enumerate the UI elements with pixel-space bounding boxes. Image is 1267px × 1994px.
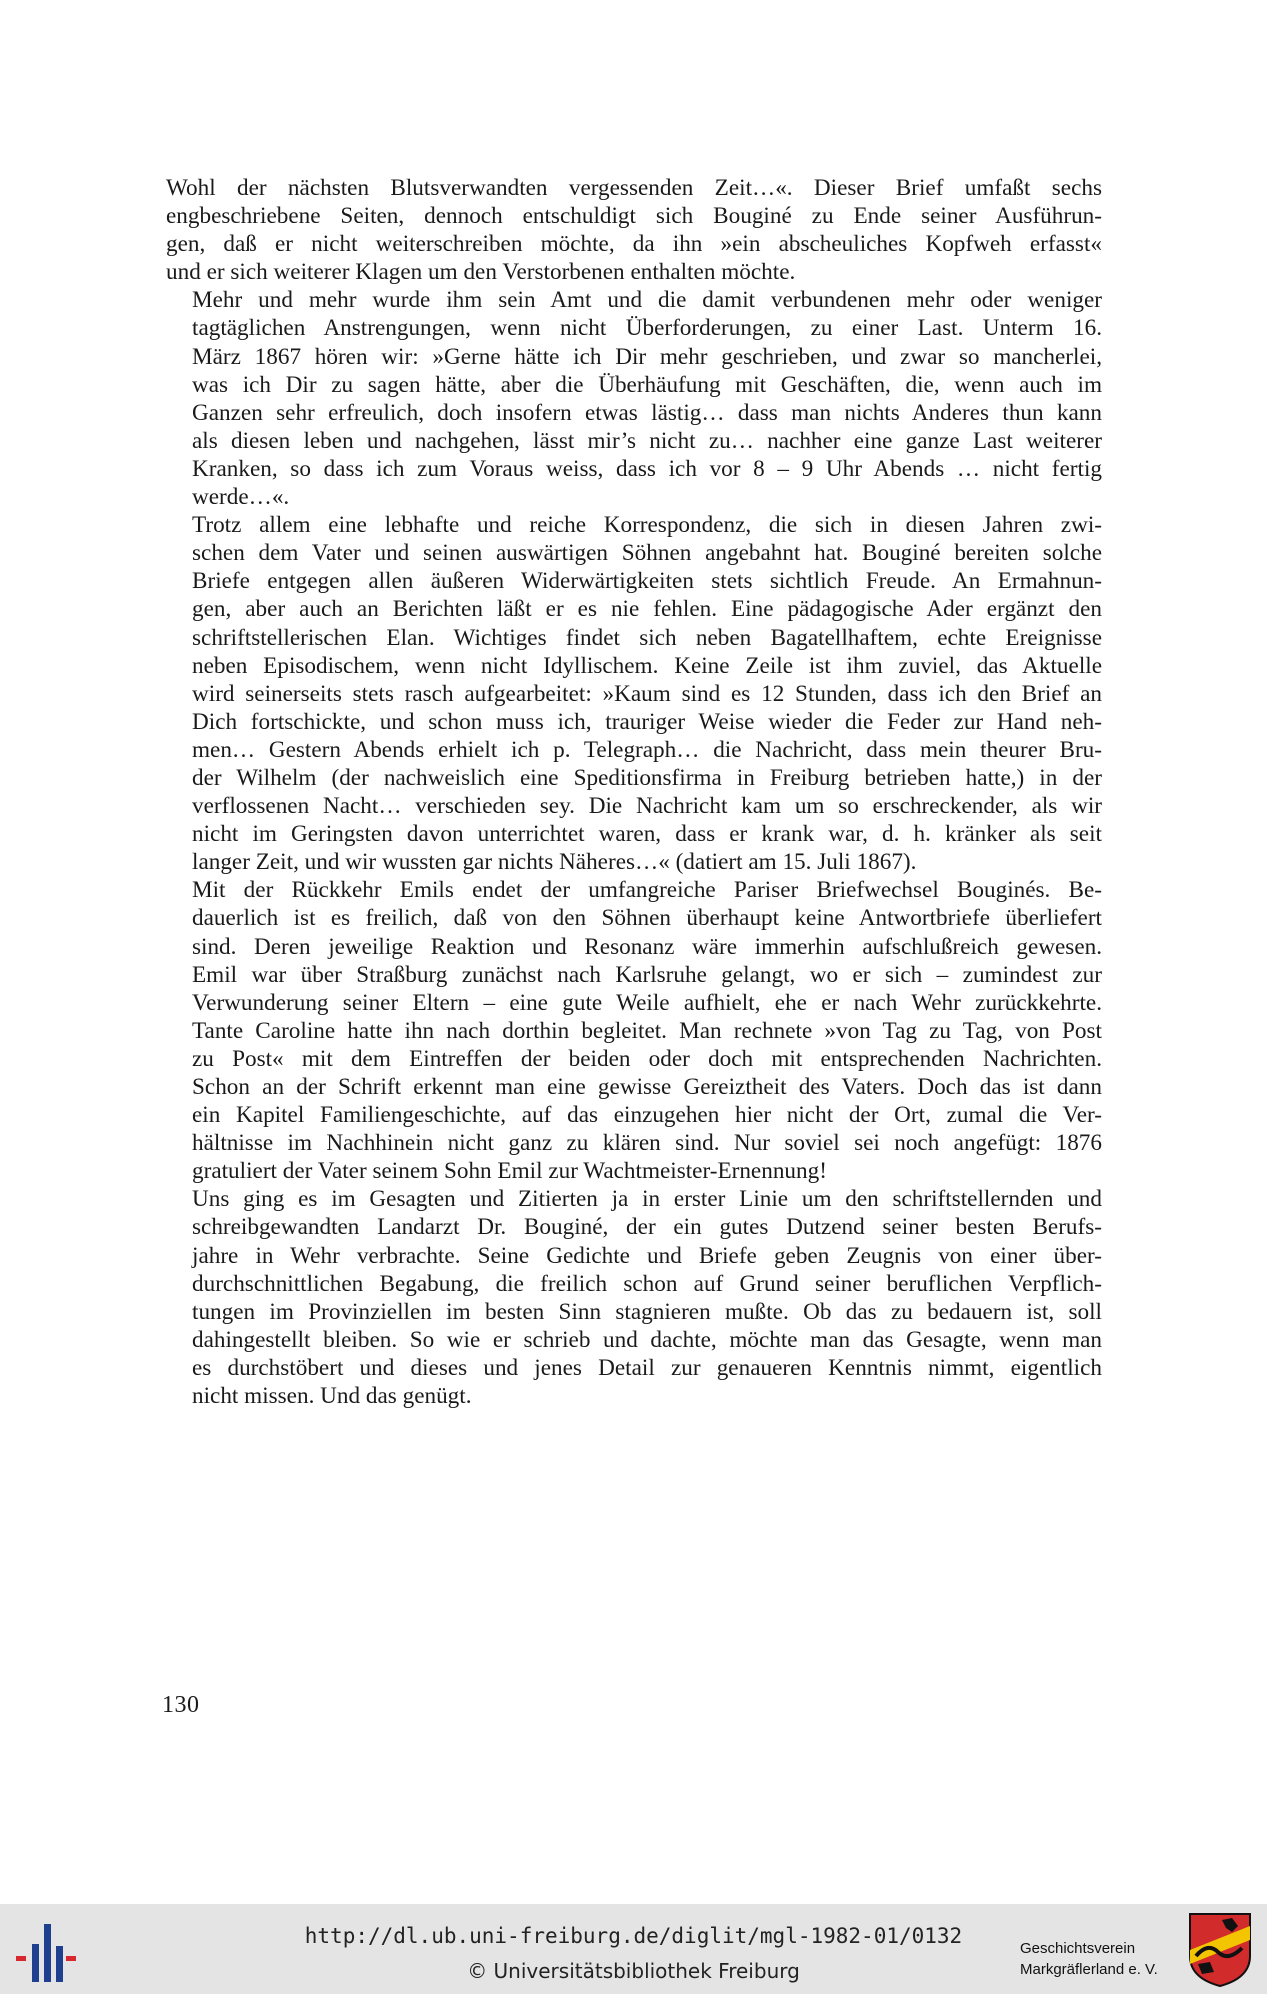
paragraph [166, 511, 1102, 876]
text-line: tungen im Provinziellen im besten Sinn stagnieren mußte. Ob das zu bedauern ist, soll [192, 1298, 1102, 1325]
text-line: nicht im Geringsten davon unterrichtet waren, dass er krank war, d. h. kränker als seit [192, 821, 1102, 848]
text-line: ein Kapitel Familiengeschichte, auf das einzugehen hier nicht der Ort, zumal die Ver- [192, 1102, 1102, 1129]
text-line: es durchstöbert und dieses und jenes Detail zur genaueren Kenntnis nimmt, eigentlich [192, 1354, 1102, 1381]
text-line: Verwunderung seiner Eltern – eine gute Weile aufhielt, ehe er nach Wehr zurückkehrte. [192, 989, 1102, 1016]
text-line: Mehr und mehr wurde ihm sein Amt und die damit verbundenen mehr oder weniger [192, 287, 1102, 314]
text-line: durchschnittlichen Begabung, die freilich schon auf Grund seiner beruflichen Verpflich- [192, 1270, 1102, 1297]
text-line: was ich Dir zu sagen hätte, aber die Überhäufung mit Geschäften, die, wenn auch im [192, 371, 1102, 398]
text-line: men… Gestern Abends erhielt ich p. Telegraph… die Nachricht, dass mein theurer Bru- [192, 736, 1102, 763]
text-line: wird seinerseits stets rasch aufgearbeitet: »Kaum sind es 12 Stunden, dass ich den Brief an [192, 680, 1102, 707]
text-line: nicht missen. Und das genügt. [192, 1383, 472, 1410]
page-number: 130 [162, 1692, 200, 1718]
text-line: neben Episodischem, wenn nicht Idyllischem. Keine Zeile ist ihm zuviel, das Aktuelle [192, 652, 1102, 679]
paragraph [166, 174, 1102, 286]
text-line: schriftstellerischen Elan. Wichtiges findet sich neben Bagatellhaftem, echte Ereignisse [192, 624, 1102, 651]
text-line: Ganzen sehr erfreulich, doch insofern etwas lästig… dass man nichts Anderes thun kann [192, 399, 1102, 426]
text-line: langer Zeit, und wir wussten gar nichts Näheres…« (datiert am 15. Juli 1867). [192, 849, 917, 876]
text-line: dauerlich ist es freilich, daß von den Söhnen überhaupt keine Antwortbriefe überliefert [192, 905, 1102, 932]
text-line: hältnisse im Nachhinein nicht ganz zu klären sind. Nur soviel sei noch angefügt: 1876 [192, 1130, 1102, 1157]
text-line: Uns ging es im Gesagten und Zitierten ja in erster Linie um den schriftstellernden und [192, 1186, 1102, 1213]
footer-url-link[interactable]: http://dl.ub.uni-freiburg.de/diglit/mgl-1982-01/0132 [304, 1924, 963, 1948]
text-line: Kranken, so dass ich zum Voraus weiss, dass ich vor 8 – 9 Uhr Abends … nicht fertig [192, 455, 1102, 482]
coat-of-arms-icon [1188, 1912, 1252, 1988]
society-name-line1: Geschichtsverein [1020, 1940, 1136, 1957]
text-line: jahre in Wehr verbrachte. Seine Gedichte und Briefe geben Zeugnis von einer über- [192, 1242, 1102, 1269]
text-line: Trotz allem eine lebhafte und reiche Korrespondenz, die sich in diesen Jahren zwi- [192, 512, 1102, 539]
text-line: engbeschriebene Seiten, dennoch entschuldigt sich Bouginé zu Ende seiner Ausführun- [166, 203, 1102, 230]
footer-copyright: © Universitätsbibliothek Freiburg [467, 1959, 800, 1983]
text-line: Emil war über Straßburg zunächst nach Karlsruhe gelangt, wo er sich – zumindest zur [192, 961, 1102, 988]
text-line: zu Post« mit dem Eintreffen der beiden oder doch mit entsprechenden Nachrichten. [192, 1045, 1102, 1072]
text-line: sind. Deren jeweilige Reaktion und Resonanz wäre immerhin aufschlußreich gewesen. [192, 933, 1102, 960]
body-text [166, 174, 1102, 1410]
text-line: Dich fortschickte, und schon muss ich, trauriger Weise wieder die Feder zur Hand neh- [192, 708, 1102, 735]
paragraph [166, 1185, 1102, 1410]
text-line: Wohl der nächsten Blutsverwandten vergessenden Zeit…«. Dieser Brief umfaßt sechs [166, 175, 1102, 201]
text-line: Mit der Rückkehr Emils endet der umfangreiche Pariser Briefwechsel Bouginés. Be- [192, 877, 1102, 904]
society-name [1020, 1938, 1158, 1980]
text-line: und er sich weiterer Klagen um den Verstorbenen enthalten möchte. [166, 259, 796, 286]
text-line: gen, daß er nicht weiterschreiben möchte, da ihn »ein abscheuliches Kopfweh erfasst« [166, 231, 1102, 258]
text-line: Briefe entgegen allen äußeren Widerwärtigkeiten stets sichtlich Freude. An Ermahnun- [192, 568, 1102, 595]
text-line: als diesen leben und nachgehen, lässt mir’s nicht zu… nachher eine ganze Last weiterer [192, 427, 1102, 454]
text-line: schen dem Vater und seinen auswärtigen Söhnen angebahnt hat. Bouginé bereiten solche [192, 540, 1102, 567]
society-name-line2: Markgräflerland e. V. [1020, 1961, 1158, 1978]
text-line: verflossenen Nacht… verschieden sey. Die Nachricht kam um so erschreckender, als wir [192, 793, 1102, 820]
text-line: der Wilhelm (der nachweislich eine Speditionsfirma in Freiburg betrieben hatte,) in der [192, 764, 1102, 791]
text-line: dahingestellt bleiben. So wie er schrieb und dachte, möchte man das Gesagte, wenn man [192, 1326, 1102, 1353]
text-line: Tante Caroline hatte ihn nach dorthin begleitet. Man rechnete »von Tag zu Tag, von Post [192, 1017, 1102, 1044]
footer-bar [0, 1904, 1267, 1994]
paragraph [166, 286, 1102, 511]
paragraph [166, 876, 1102, 1185]
text-line: gratuliert der Vater seinem Sohn Emil zur Wachtmeister-Ernennung! [192, 1158, 827, 1185]
text-line: schreibgewandten Landarzt Dr. Bouginé, der ein gutes Dutzend seiner besten Berufs- [192, 1214, 1102, 1241]
text-line: Schon an der Schrift erkennt man eine gewisse Gereiztheit des Vaters. Doch das ist dann [192, 1074, 1102, 1100]
text-line: gen, aber auch an Berichten läßt er es nie fehlen. Eine pädagogische Ader ergänzt den [192, 596, 1102, 623]
text-line: tagtäglichen Anstrengungen, wenn nicht Überforderungen, zu einer Last. Unterm 16. [192, 315, 1102, 342]
text-line: März 1867 hören wir: »Gerne hätte ich Dir mehr geschrieben, und zwar so mancherlei, [192, 343, 1102, 370]
text-line: werde…«. [192, 484, 290, 511]
